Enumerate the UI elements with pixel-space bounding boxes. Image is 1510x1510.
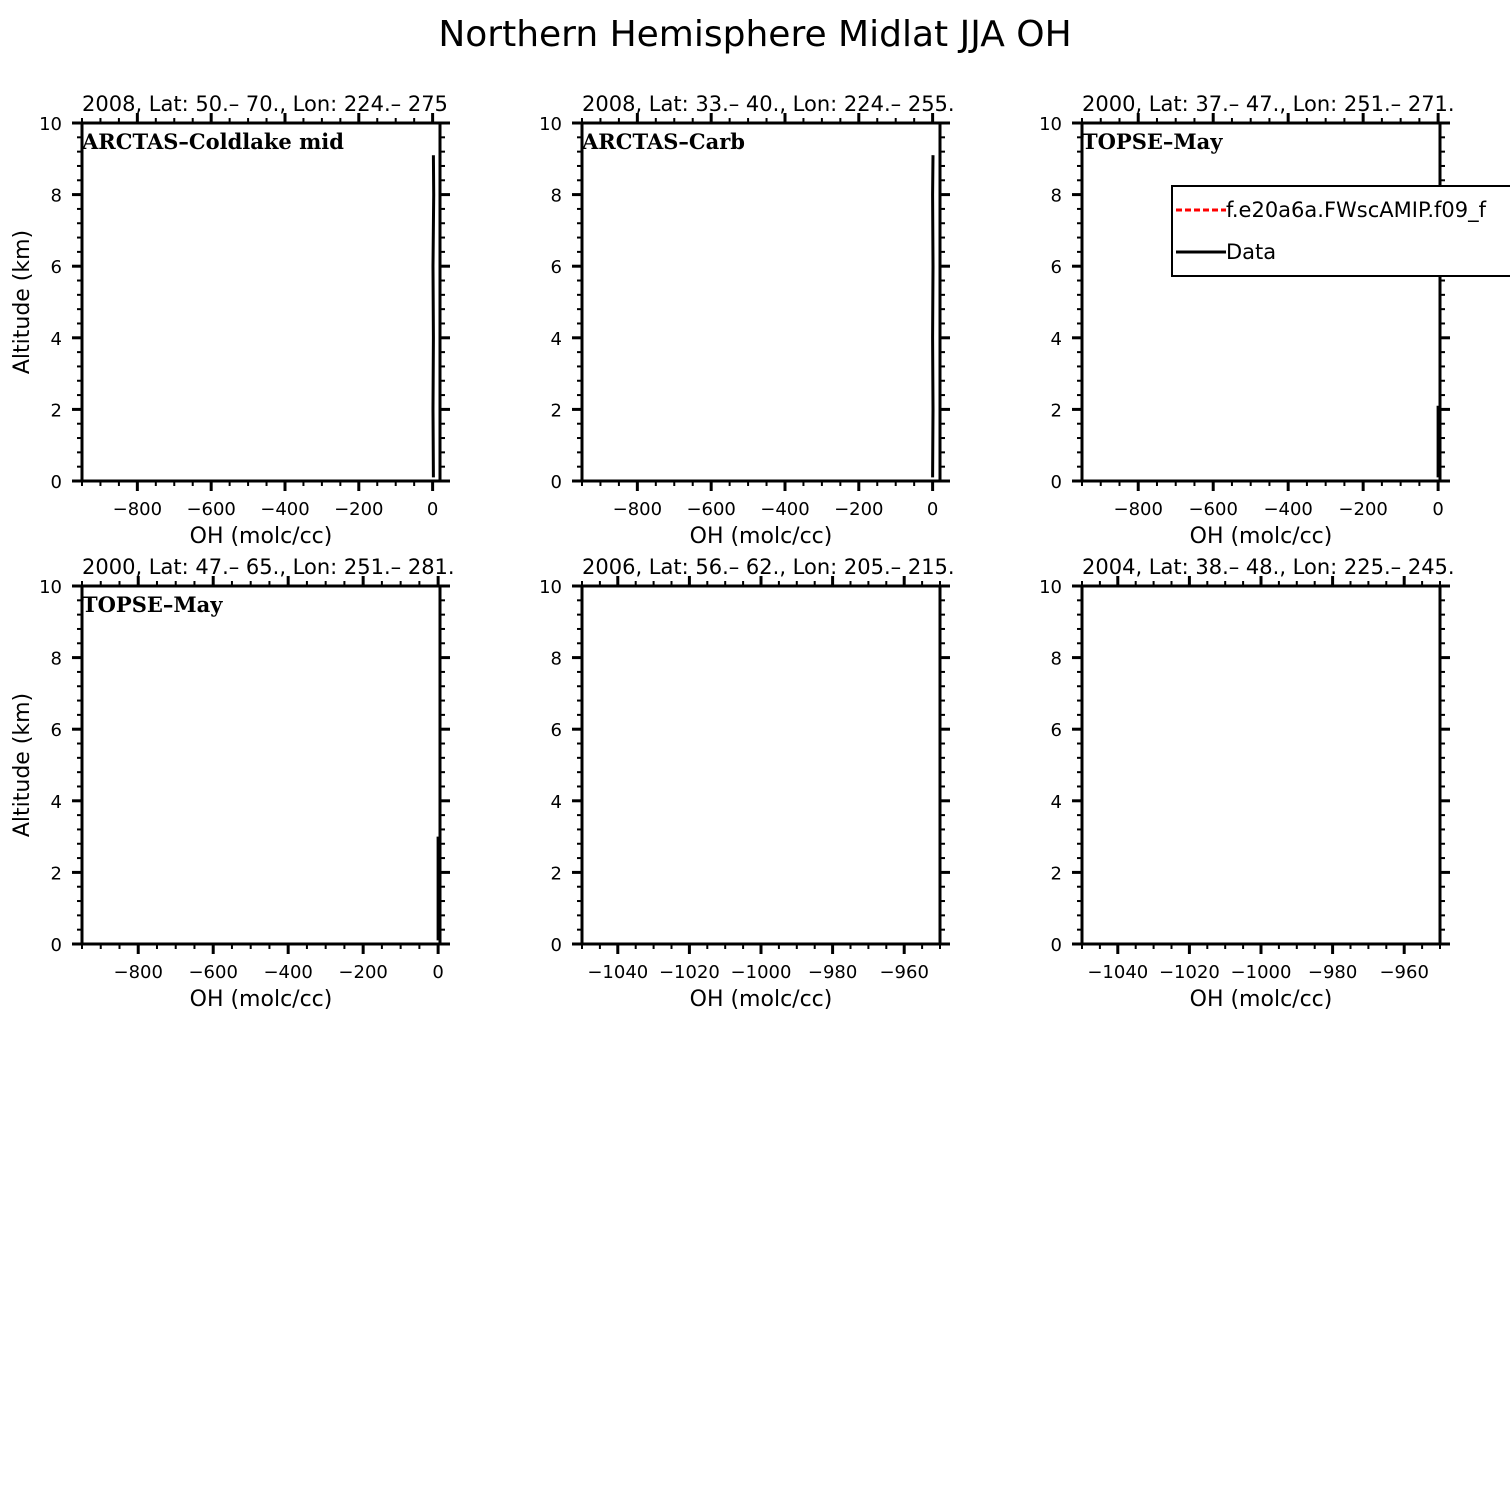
y-tick-label: 2 <box>550 863 562 885</box>
x-tick-label: −960 <box>879 962 929 983</box>
y-tick-label: 6 <box>1050 720 1062 742</box>
y-tick-label: 6 <box>50 257 62 279</box>
x-axis-label: OH (molc/cc) <box>689 987 833 1012</box>
y-tick-label: 8 <box>550 185 562 207</box>
y-tick-label: 8 <box>50 185 62 207</box>
y-tick-label: 0 <box>550 935 562 956</box>
x-tick-label: −600 <box>686 499 736 520</box>
panel-header: 2000, Lat: 47.– 65., Lon: 251.– 281. <box>82 555 455 579</box>
x-axis-label: OH (molc/cc) <box>1189 524 1333 549</box>
y-tick-label: 10 <box>39 577 62 598</box>
y-axis-label: Altitude (km) <box>10 692 35 838</box>
x-tick-label: −800 <box>612 499 663 520</box>
y-tick-label: 2 <box>550 400 562 422</box>
x-tick-label: −1000 <box>730 962 792 983</box>
y-tick-label: 2 <box>50 400 62 422</box>
x-tick-label: −600 <box>1188 499 1238 520</box>
x-tick-label: −800 <box>113 962 163 983</box>
panel-header: 2008, Lat: 33.– 40., Lon: 224.– 255. <box>582 92 955 116</box>
panel-header: 2000, Lat: 37.– 47., Lon: 251.– 271. <box>1082 92 1455 116</box>
y-tick-label: 4 <box>1050 328 1062 350</box>
panel-header: 2004, Lat: 38.– 48., Lon: 225.– 245. <box>1082 555 1455 579</box>
x-tick-label: −1020 <box>1158 962 1220 983</box>
panel-header: 2008, Lat: 50.– 70., Lon: 224.– 275 <box>82 92 448 116</box>
x-tick-label: 0 <box>432 962 444 983</box>
x-tick-label: −400 <box>760 499 810 520</box>
y-tick-label: 10 <box>1039 577 1062 598</box>
y-axis-label: Altitude (km) <box>10 229 35 375</box>
data-series-line <box>433 155 434 477</box>
x-axis-label: OH (molc/cc) <box>689 524 833 549</box>
y-tick-label: 8 <box>550 648 562 670</box>
x-axis-label: OH (molc/cc) <box>1189 987 1333 1012</box>
y-tick-label: 6 <box>50 720 62 742</box>
legend <box>1172 186 1510 276</box>
x-axis-label: OH (molc/cc) <box>189 524 333 549</box>
campaign-label: ARCTAS–Carb <box>582 129 745 154</box>
x-tick-label: −200 <box>834 499 884 520</box>
x-tick-label: −1040 <box>587 962 649 983</box>
x-tick-label: 0 <box>926 499 939 520</box>
x-tick-label: −800 <box>112 499 163 520</box>
y-tick-label: 4 <box>50 791 62 813</box>
x-tick-label: −200 <box>334 499 384 520</box>
y-tick-label: 6 <box>550 257 562 279</box>
y-tick-label: 4 <box>50 328 62 350</box>
y-tick-label: 10 <box>39 114 62 135</box>
y-tick-label: 6 <box>1050 257 1062 279</box>
legend-label-2: Data <box>1226 240 1277 264</box>
x-tick-label: −600 <box>186 499 236 520</box>
x-tick-label: −200 <box>338 962 388 983</box>
campaign-label: TOPSE–May <box>82 592 223 617</box>
campaign-label: ARCTAS–Coldlake mid <box>82 129 344 154</box>
y-tick-label: 10 <box>539 577 562 598</box>
x-tick-label: −1020 <box>658 962 720 983</box>
x-tick-label: −400 <box>1263 499 1313 520</box>
y-tick-label: 0 <box>550 472 562 493</box>
y-tick-label: 8 <box>1050 185 1062 207</box>
y-tick-label: 8 <box>1050 648 1062 670</box>
panel-header: 2006, Lat: 56.– 62., Lon: 205.– 215. <box>582 555 955 579</box>
y-tick-label: 2 <box>50 863 62 885</box>
y-tick-label: 10 <box>539 114 562 135</box>
x-tick-label: −980 <box>1307 962 1358 983</box>
x-tick-label: −1000 <box>1230 962 1292 983</box>
x-tick-label: −800 <box>1113 499 1163 520</box>
x-tick-label: 0 <box>1432 499 1444 520</box>
y-tick-label: 4 <box>1050 791 1062 813</box>
y-tick-label: 2 <box>1050 400 1062 422</box>
x-tick-label: 0 <box>426 499 439 520</box>
y-tick-label: 8 <box>50 648 62 670</box>
campaign-label: TOPSE–May <box>1082 129 1223 154</box>
y-tick-label: 10 <box>1039 114 1062 135</box>
y-tick-label: 4 <box>550 791 562 813</box>
x-tick-label: −400 <box>263 962 313 983</box>
y-tick-label: 0 <box>50 472 62 493</box>
y-tick-label: 0 <box>50 935 62 956</box>
y-tick-label: 0 <box>1050 472 1062 493</box>
x-tick-label: −960 <box>1379 962 1429 983</box>
y-tick-label: 6 <box>550 720 562 742</box>
x-tick-label: −980 <box>807 962 858 983</box>
x-tick-label: −200 <box>1338 499 1388 520</box>
x-tick-label: −1040 <box>1087 962 1149 983</box>
y-tick-label: 0 <box>1050 935 1062 956</box>
y-tick-label: 2 <box>1050 863 1062 885</box>
y-tick-label: 4 <box>550 328 562 350</box>
figure-title: Northern Hemisphere Midlat JJA OH <box>438 14 1072 55</box>
x-axis-label: OH (molc/cc) <box>189 987 333 1012</box>
legend-label-1: f.e20a6a.FWscAMIP.f09_f <box>1226 198 1487 222</box>
x-tick-label: −400 <box>260 499 310 520</box>
x-tick-label: −600 <box>188 962 238 983</box>
